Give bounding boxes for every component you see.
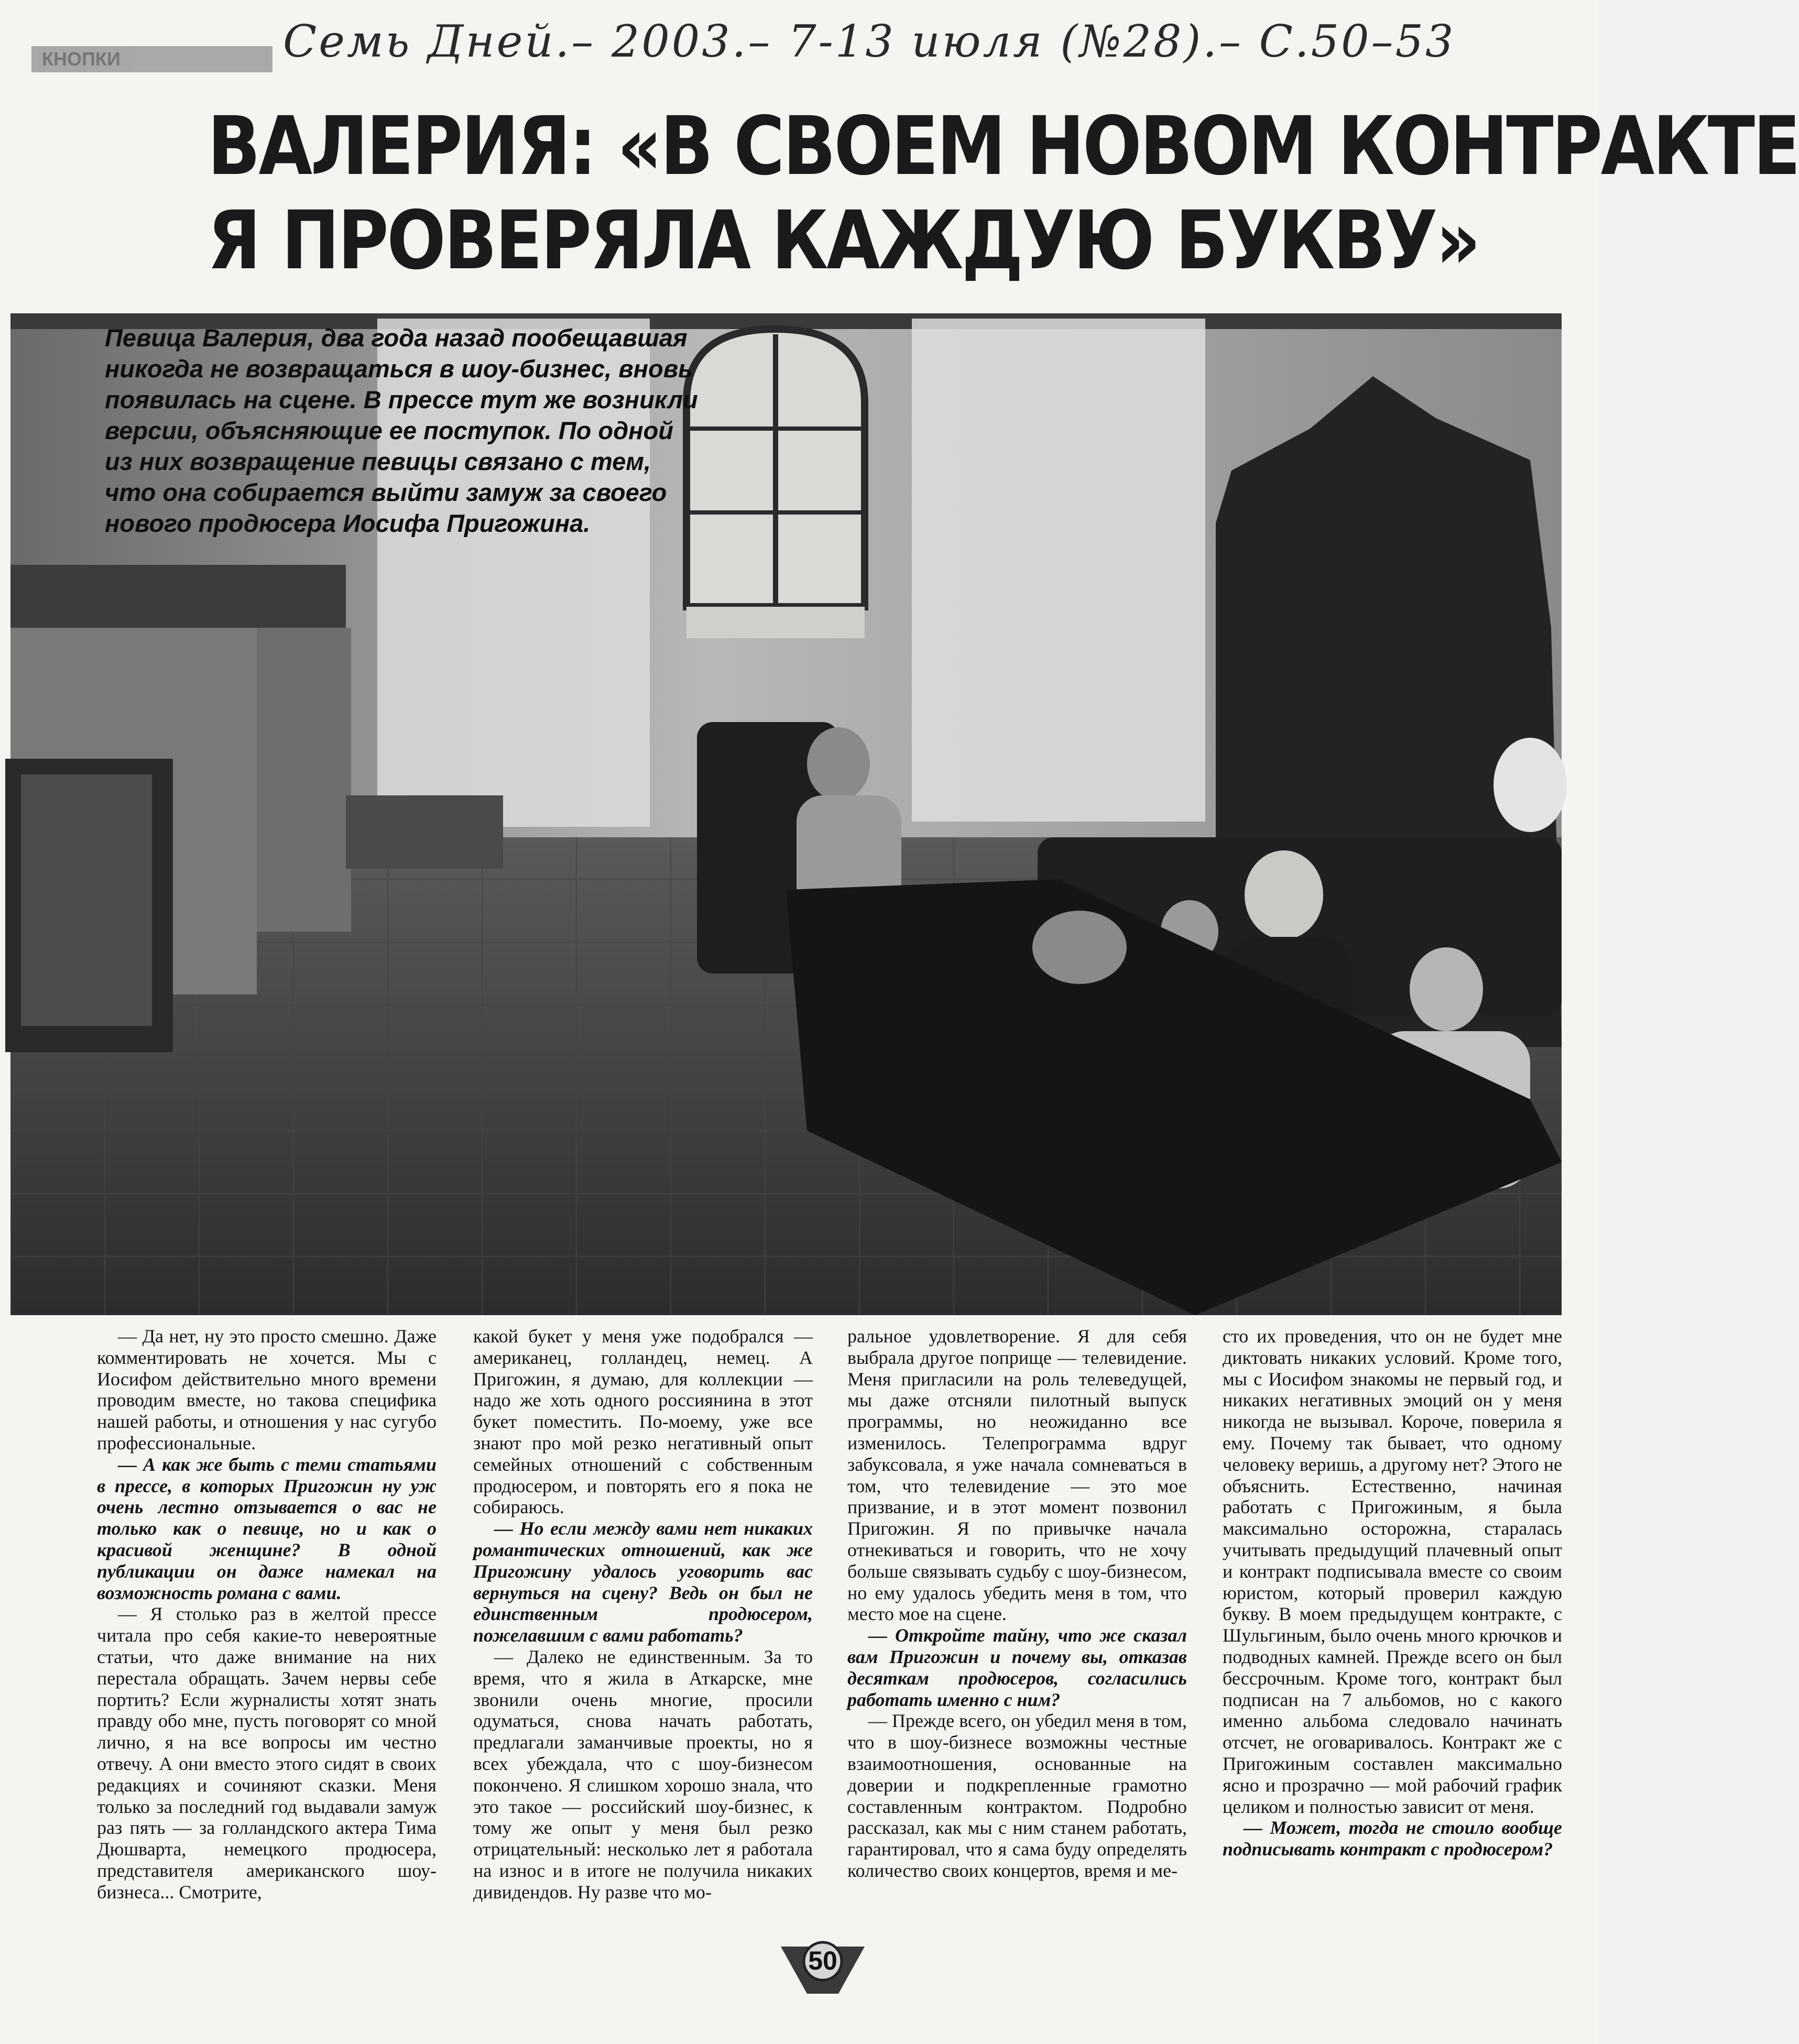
- column-1: [97, 1326, 437, 1928]
- paragraph: ральное удовлетворение. Я для себя выбрала другое поприще — телевидение. Меня пригласили на роль телеведущей, мы даже отсняли пилотный выпуск программы, но неожиданно все изменилось. Телепрограмма вдруг забуксовала, я уже начала сомневаться в том, что телевидение — это мое призвание, и в этот момент позвонил Пригожин. Я по привычке начала отнекиваться и говорить, что не хочу больше связывать судьбу с шоу-бизнесом, но ему удалось убедить меня в том, что место мое на сцене.: [847, 1326, 1187, 1625]
- masthead-strip: КНОПКИ: [31, 46, 272, 72]
- page-number-badge: [781, 1936, 865, 1999]
- question: — Может, тогда не стоило вообще подписывать контракт с продюсером?: [1223, 1817, 1562, 1860]
- paragraph: — Я столько раз в желтой прессе читала про себя какие-то невероятные статьи, что даже внимание на них перестала обращать. Зачем нервы себе портить? Если журналисты хотят знать правду обо мне, пусть поговорят со мной лично, я на все вопросы им честно отвечу. А они вместо этого сидят в своих редакциях и сочиняют сказки. Меня только за последний год выдавали замуж раз пять — за голландского актера Тима Дюшварта, немецкого продюсера, представителя американского шоу-бизнеса... Смотрите,: [97, 1603, 437, 1903]
- question: — Откройте тайну, что же сказал вам Пригожин и почему вы, отказав десяткам продюсеров, согласились работать именно с ним?: [847, 1625, 1187, 1710]
- question: — Но если между вами нет никаких романтических отношений, как же Пригожину удалось уговорить вас вернуться на сцену? Ведь он был не единственным продюсером, пожелавшим с вами работать?: [473, 1518, 813, 1646]
- article-body: [97, 1326, 1564, 1928]
- handwritten-citation: Семь Дней.– 2003.– 7-13 июля (№28).– С.50–53: [283, 16, 1456, 67]
- column-2: [473, 1326, 813, 1928]
- lead-paragraph: Певица Валерия, два года назад пообещавшая никогда не возвращаться в шоу-бизнес, вновь появилась на сцене. В прессе тут же возникли версии, объясняющие ее поступок. По одной из них возвращение певицы связано с тем, что она собирается выйти замуж за своего нового продюсера Иосифа Пригожина.: [105, 324, 698, 537]
- paragraph: какой букет у меня уже подобрался — американец, голландец, немец. А Пригожин, я думаю, для коллекции — надо же хоть одного россиянина в этот букет поместить. По-моему, уже все знают про мой резко негативный опыт семейных отношений с собственным продюсером, и повторять его я пока не собираюсь.: [473, 1326, 813, 1518]
- paragraph: — Далеко не единственным. За то время, что я жила в Аткарске, мне звонили очень многие, просили одуматься, снова начать работать, предлагали заманчивые проекты, но я всех убеждала, что с шоу-бизнесом покончено. Я слишком хорошо знала, что это такое — российский шоу-бизнес, к тому же опыт у меня был резко отрицательный: несколько лет я работала на износ и в итоге не получила никаких дивидендов. Ну разве что мо-: [473, 1646, 813, 1903]
- headline-line-1: ВАЛЕРИЯ: «В СВОЕМ НОВОМ КОНТРАКТЕ: [208, 100, 1799, 193]
- column-3: [847, 1326, 1187, 1928]
- paragraph: — Прежде всего, он убедил меня в том, что в шоу-бизнесе возможны честные взаимоотношения, основанные на доверии и подкрепленные грамотно составленным контрактом. Подробно рассказал, как мы с ним станем работать, гарантировал, что я сама буду определять количество своих концертов, время и ме-: [847, 1710, 1187, 1881]
- page-number: 50: [808, 1946, 837, 1975]
- headline-line-2: Я ПРОВЕРЯЛА КАЖДУЮ БУКВУ»: [208, 194, 1479, 288]
- question: — А как же быть с теми статьями в прессе, в которых Пригожин ну уж очень лестно отзывается о вас не только как о певице, но и как о красивой женщине? В одной публикации он даже намекал на возможность романа с вами.: [97, 1453, 437, 1603]
- paragraph: — Да нет, ну это просто смешно. Даже комментировать не хочется. Мы с Иосифом действительно много времени проводим вместе, но такова специфика нашей работы, и отношения у нас сугубо профессиональные.: [97, 1326, 437, 1453]
- paragraph: сто их проведения, что он не будет мне диктовать никаких условий. Кроме того, мы с Иосифом знакомы не первый год, и никаких негативных эмоций он у меня никогда не вызывал. Короче, поверила я ему. Почему так бывает, что одному человеку веришь, а другому нет? Этого не объяснить. Естественно, начиная работать с Пригожиным, я была максимально осторожна, старалась учитывать предыдущий плачевный опыт и контракт подписывала вместе со своим юристом, который проверил каждую букву. В моем предыдущем контракте, с Шульгиным, было очень много крючков и подводных камней. Прежде всего он был бессрочным. Кроме того, контракт был подписан на 7 альбомов, но с какого именно альбома следовало начинать отсчет, не оговаривалось. Контракт же с Пригожиным составлен максимально ясно и прозрачно — мой рабочий график целиком и полностью зависит от меня.: [1223, 1326, 1562, 1817]
- headline: [208, 100, 1799, 288]
- column-4: [1223, 1326, 1562, 1928]
